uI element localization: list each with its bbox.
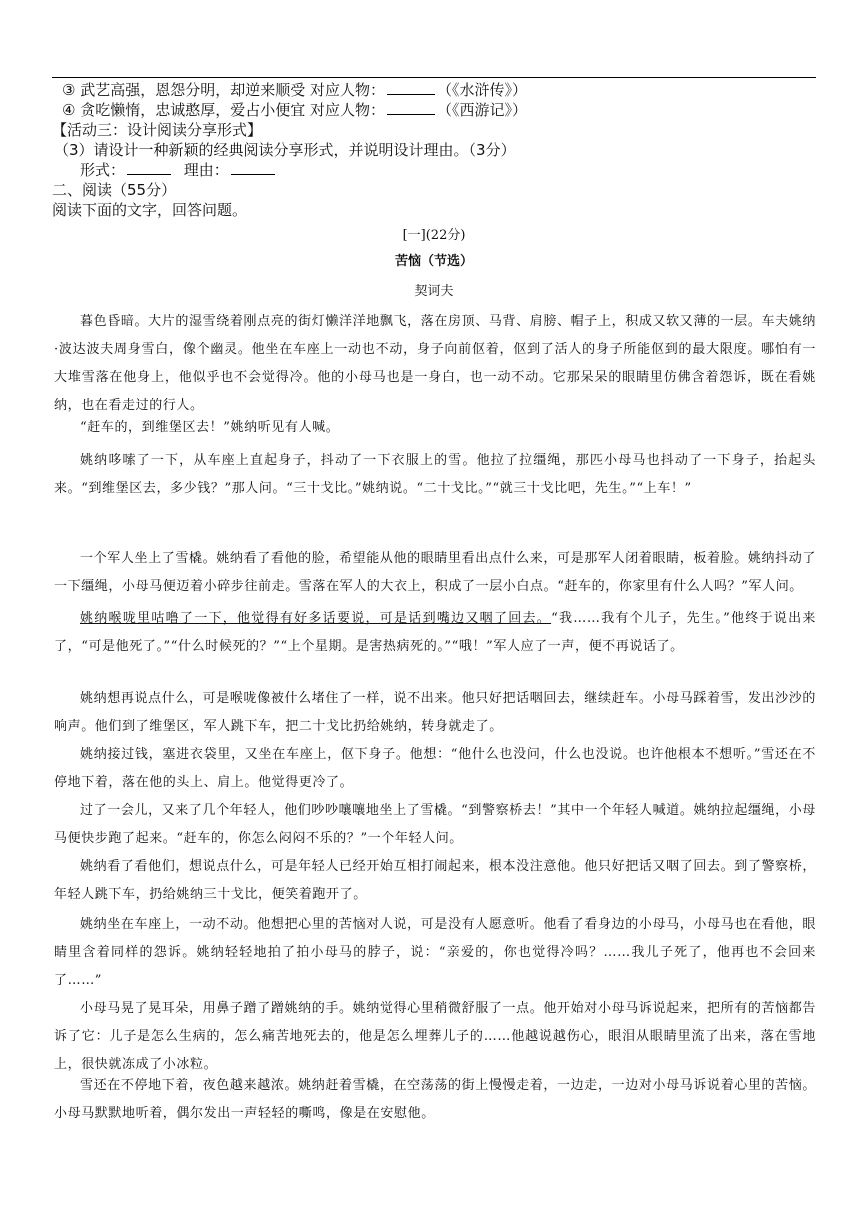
reason-blank[interactable] [231,174,275,175]
paragraph: 过了一会儿，又来了几个年轻人，他们吵吵嚷嚷地坐上了雪橇。“到警察桥去！”其中一个年轻人喊道。姚纳拉起缰绳，小母马便快步跑了起来。“赶车的，你怎么闷闷不乐的？”一个年轻人问。 [54,803,816,846]
paragraph: “赶车的，到维堡区去！”姚纳听见有人喊。 [80,420,340,435]
section-heading: 二、阅读（55分） [52,181,177,199]
item-text: 贪吃懒惰，忠诚憨厚，爱占小便宜 对应人物： [80,101,386,119]
underlined-sentence: 姚纳喉咙里咕噜了一下，他觉得有好多话要说，可是话到嘴边又咽了回去。 [80,611,552,626]
question-item-3 [62,80,527,100]
activity-heading: 【活动三：设计阅读分享形式】 [52,121,263,139]
paragraph: 姚纳看了看他们，想说点什么，可是年轻人已经开始互相打闹起来，根本没注意他。他只好把话又咽了回去。到了警察桥，年轻人跳下车，扔给姚纳三十戈比，便笑着跑开了。 [54,859,816,902]
top-rule [52,77,816,78]
paragraph: 姚纳哆嗦了一下，从车座上直起身子，抖动了一下衣服上的雪。他拉了拉缰绳，那匹小母马也抖动了一下身子，抬起头来。“到维堡区去，多少钱？”那人问。“三十戈比。”姚纳说。“二十戈比。”“就三十戈比吧，先生。”“上车！” [54,453,816,496]
paragraph: 小母马晃了晃耳朵，用鼻子蹭了蹭姚纳的手。姚纳觉得心里稍微舒服了一点。他开始对小母马诉说起来，把所有的苦恼都告诉了它：儿子是怎么生病的，怎么痛苦地死去的，他是怎么埋葬儿子的……他越说越伤心，眼泪从眼睛里流了出来，落在雪地上，很快就冻成了小冰粒。 [54,1001,816,1072]
paragraph: 暮色昏暗。大片的湿雪绕着刚点亮的街灯懒洋洋地飘飞，落在房顶、马背、肩膀、帽子上，积成又软又薄的一层。车夫姚纳·波达波夫周身雪白，像个幽灵。他坐在车座上一动也不动，身子向前伛着，伛到了活人的身子所能伛到的最大限度。哪怕有一大堆雪落在他身上，他似乎也不会觉得冷。他的小母马也是一身白，也一动不动。它那呆呆的眼睛里仿佛含着怨诉，既在看姚纳，也在看走过的行人。 [54,314,816,413]
paragraph-continuation: “我……我有个儿子，先生。”他终于说出来了，“可是他死了。”“什么时候死的？”“上个星期。是害热病死的。”“哦！”军人应了一声，便不再说话了。 [54,611,816,654]
question-item-4 [62,100,527,120]
question-3: （3）请设计一种新颖的经典阅读分享形式，并说明设计理由。（3分） [54,141,516,159]
item-number: ③ [62,81,76,99]
form-reason-line [80,160,277,180]
answer-blank[interactable] [387,94,435,95]
book-name: （《西游记》） [437,101,528,119]
paragraph [54,605,816,661]
item-text: 武艺高强，恩怨分明，却逆来顺受 对应人物： [80,81,386,99]
item-number: ④ [62,101,76,119]
paragraph: 姚纳接过钱，塞进衣袋里，又坐在车座上，伛下身子。他想：“他什么也没问，什么也没说。也许他根本不想听。”雪还在不停地下着，落在他的头上、肩上。他觉得更冷了。 [54,747,816,790]
form-label: 形式： [80,161,126,179]
part-label: [一](22分) [402,228,466,243]
paragraph: 姚纳想再说点什么，可是喉咙像被什么堵住了一样，说不出来。他只好把话咽回去，继续赶车。小母马踩着雪，发出沙沙的响声。他们到了维堡区，军人跳下车，把二十戈比扔给姚纳，转身就走了。 [54,691,816,734]
paragraph: 姚纳坐在车座上，一动不动。他想把心里的苦恼对人说，可是没有人愿意听。他看了看身边的小母马，小母马也在看他，眼睛里含着同样的怨诉。姚纳轻轻地拍了拍小母马的脖子，说：“亲爱的，你也觉得冷吗？……我儿子死了，他再也不会回来了……” [54,917,816,988]
reason-label: 理由： [183,161,229,179]
paragraph: 一个军人坐上了雪橇。姚纳看了看他的脸，希望能从他的眼睛里看出点什么来，可是那军人闭着眼睛，板着脸。姚纳抖动了一下缰绳，小母马便迈着小碎步往前走。雪落在军人的大衣上，积成了一层小白点。“赶车的，你家里有什么人吗？”军人问。 [54,551,816,594]
passage-title: 苦恼（节选） [394,254,473,269]
passage-author: 契诃夫 [414,284,454,299]
reading-instruction: 阅读下面的文字，回答问题。 [52,201,248,219]
answer-blank[interactable] [387,114,435,115]
form-blank[interactable] [127,174,171,175]
book-name: （《水浒传》） [437,81,528,99]
paragraph: 雪还在不停地下着，夜色越来越浓。姚纳赶着雪橇，在空荡荡的街上慢慢走着，一边走，一边对小母马诉说着心里的苦恼。小母马默默地听着，偶尔发出一声轻轻的嘶鸣，像是在安慰他。 [54,1078,816,1121]
